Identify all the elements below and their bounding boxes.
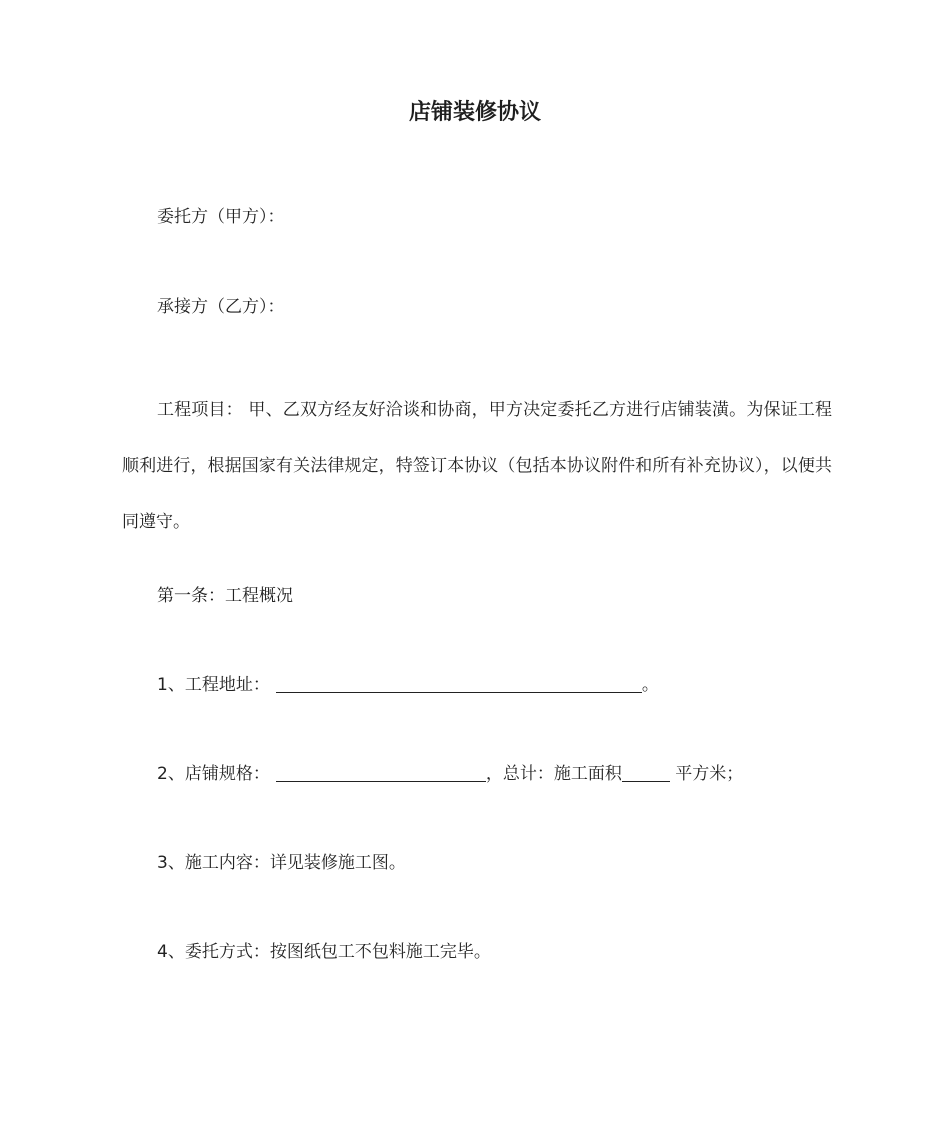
item2-mid: ，总计：施工面积 <box>485 764 622 784</box>
document-title: 店铺装修协议 <box>408 100 541 125</box>
project-label: 工程项目： <box>157 400 243 420</box>
item4-method-line: 4、委托方式：按图纸包工不包料施工完毕。 <box>157 942 491 962</box>
contractor-party-line: 承接方（乙方）： <box>157 297 285 317</box>
item2-spec-line <box>122 762 867 786</box>
item2-label: 2、店铺规格： <box>157 764 270 784</box>
item2-end: 平方米； <box>669 764 744 784</box>
project-paragraph <box>122 382 832 550</box>
area-blank <box>622 763 670 782</box>
item3-content-line: 3、施工内容：详见装修施工图。 <box>157 853 406 873</box>
address-blank <box>276 674 642 693</box>
project-text: 甲、乙双方经友好洽谈和协商，甲方决定委托乙方进行店铺装潢。为保证工程顺利进行，根据国家有关法律规定，特签订本协议（包括本协议附件和所有补充协议），以便共同遵守。 <box>122 400 833 532</box>
item1-end: 。 <box>641 675 659 695</box>
item1-address-line <box>122 673 867 697</box>
item1-label: 1、工程地址： <box>157 675 270 695</box>
spec-blank <box>276 763 486 782</box>
client-party-line: 委托方（甲方）： <box>157 207 285 227</box>
article1-heading: 第一条：工程概况 <box>157 586 293 606</box>
